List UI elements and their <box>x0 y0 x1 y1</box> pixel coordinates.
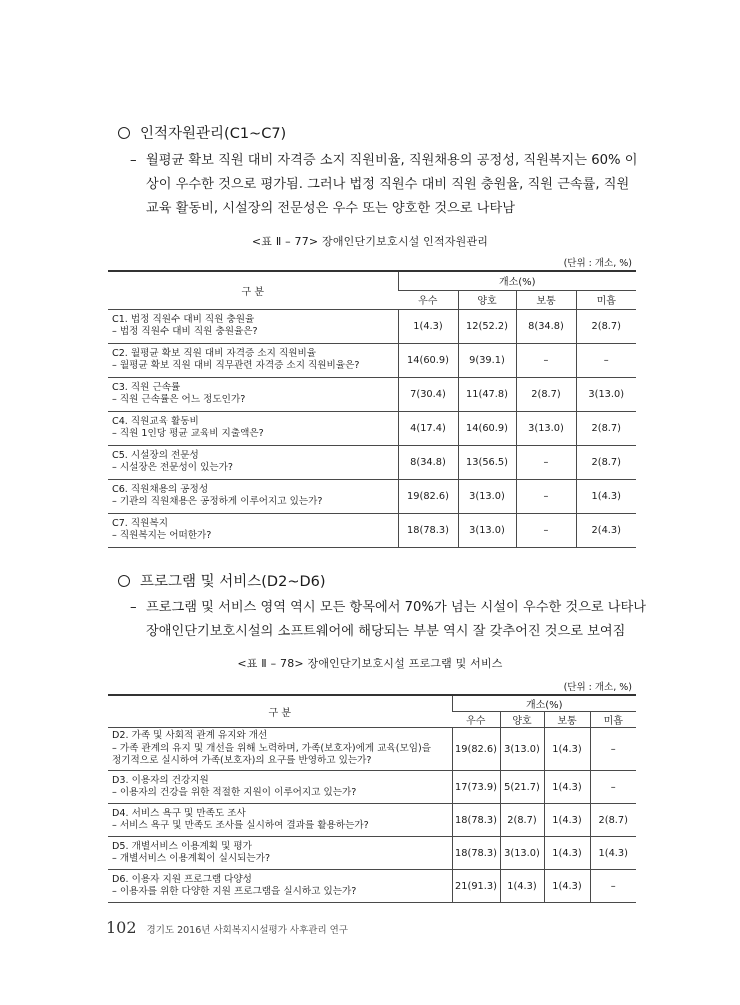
value-cell: 7(30.4) <box>398 377 458 411</box>
section-heading-human-resources <box>118 122 286 143</box>
row-item-cell <box>108 445 398 479</box>
value-cell: – <box>590 771 636 804</box>
item-title: C5. 시설장의 전문성 <box>112 449 199 461</box>
value-cell: 1(4.3) <box>398 309 458 343</box>
value-cell: – <box>516 479 576 513</box>
item-title: C4. 직원교육 활동비 <box>112 415 199 427</box>
header-item: 구 분 <box>108 695 452 728</box>
bullet-circle-icon <box>118 575 130 587</box>
table-unit: (단위 : 개소, %) <box>563 258 632 269</box>
table-row <box>108 411 636 445</box>
item-title: D3. 이용자의 건강지원 <box>112 774 209 786</box>
header-column: 우수 <box>452 712 500 728</box>
item-question: – 이용자를 위한 다양한 지원 프로그램을 실시하고 있는가? <box>112 886 357 897</box>
row-item-cell <box>108 343 398 377</box>
item-question: – 직원 1인당 평균 교육비 지출액은? <box>112 428 264 439</box>
value-cell: – <box>516 445 576 479</box>
table-row <box>108 513 636 547</box>
value-cell: 18(78.3) <box>452 804 500 837</box>
row-item-cell <box>108 804 452 837</box>
table-row <box>108 728 636 771</box>
header-column: 양호 <box>500 712 544 728</box>
value-cell: 11(47.8) <box>458 377 516 411</box>
item-question: – 가족 관계의 유지 및 개선을 위해 노력하며, 가족(보호자)에게 교육(모임)을 <box>112 742 432 754</box>
table-row <box>108 343 636 377</box>
item-question: – 개별서비스 이용계획이 실시되는가? <box>112 853 271 864</box>
paragraph-dash: – <box>130 153 137 168</box>
section-heading-text: 프로그램 및 서비스(D2~D6) <box>140 574 326 590</box>
section-paragraph <box>130 149 638 221</box>
table-row <box>108 837 636 870</box>
header-column: 우수 <box>398 290 458 309</box>
section-paragraph <box>130 596 647 644</box>
item-question: – 월평균 확보 직원 대비 직무관련 자격증 소지 직원비율은? <box>112 360 360 371</box>
value-cell: 1(4.3) <box>544 870 590 903</box>
header-column: 미흡 <box>576 290 636 309</box>
table-row <box>108 804 636 837</box>
value-cell: – <box>576 343 636 377</box>
value-cell: – <box>516 343 576 377</box>
header-item: 구 분 <box>108 271 398 309</box>
footer-title: 경기도 2016년 사회복지시설평가 사후관리 연구 <box>146 925 348 936</box>
page-number: 102 <box>106 918 137 937</box>
value-cell: 2(8.7) <box>576 411 636 445</box>
value-cell: 14(60.9) <box>458 411 516 445</box>
item-question: – 직원 근속률은 어느 정도인가? <box>112 394 246 405</box>
value-cell: 19(82.6) <box>398 479 458 513</box>
value-cell: 2(8.7) <box>516 377 576 411</box>
item-question: – 이용자의 건강을 위한 적절한 지원이 이루어지고 있는가? <box>112 787 357 798</box>
item-title: D4. 서비스 욕구 및 만족도 조사 <box>112 807 246 819</box>
paragraph-line: 프로그램 및 서비스 영역 역시 모든 항목에서 70%가 넘는 시설이 우수한 것으로 나타나 <box>146 600 647 615</box>
table-row <box>108 377 636 411</box>
page-footer <box>106 918 348 937</box>
row-item-cell <box>108 479 398 513</box>
row-item-cell <box>108 728 452 771</box>
item-title: C2. 월평균 확보 직원 대비 자격증 소지 직원비율 <box>112 347 317 359</box>
value-cell: 3(13.0) <box>458 479 516 513</box>
table-row <box>108 479 636 513</box>
value-cell: 3(13.0) <box>516 411 576 445</box>
row-item-cell <box>108 309 398 343</box>
table-caption: <표 Ⅱ – 77> 장애인단기보호시설 인적자원관리 <box>251 235 489 248</box>
value-cell: 1(4.3) <box>544 837 590 870</box>
value-cell: – <box>590 870 636 903</box>
value-cell: 3(13.0) <box>576 377 636 411</box>
row-item-cell <box>108 411 398 445</box>
value-cell: 4(17.4) <box>398 411 458 445</box>
value-cell: 18(78.3) <box>398 513 458 547</box>
value-cell: 9(39.1) <box>458 343 516 377</box>
table-unit: (단위 : 개소, %) <box>563 682 632 693</box>
header-column: 보통 <box>544 712 590 728</box>
table-row <box>108 870 636 903</box>
value-cell: 2(8.7) <box>590 804 636 837</box>
value-cell: 8(34.8) <box>398 445 458 479</box>
row-item-cell <box>108 377 398 411</box>
item-question: – 시설장은 전문성이 있는가? <box>112 462 233 473</box>
value-cell: 14(60.9) <box>398 343 458 377</box>
value-cell: 5(21.7) <box>500 771 544 804</box>
paragraph-line: 교육 활동비, 시설장의 전문성은 우수 또는 양호한 것으로 나타남 <box>146 201 515 216</box>
value-cell: – <box>516 513 576 547</box>
item-title: D5. 개별서비스 이용계획 및 평가 <box>112 840 252 852</box>
value-cell: 21(91.3) <box>452 870 500 903</box>
value-cell: 12(52.2) <box>458 309 516 343</box>
value-cell: 2(8.7) <box>576 309 636 343</box>
value-cell: 1(4.3) <box>544 804 590 837</box>
table-row <box>108 771 636 804</box>
header-column: 양호 <box>458 290 516 309</box>
value-cell: 1(4.3) <box>500 870 544 903</box>
paragraph-line: 상이 우수한 것으로 평가됨. 그러나 법정 직원수 대비 직원 충원율, 직원 근속률, 직원 <box>146 177 630 192</box>
item-title: D6. 이용자 지원 프로그램 다양성 <box>112 873 252 885</box>
item-question: – 직원복지는 어떠한가? <box>112 530 212 541</box>
table-row <box>108 445 636 479</box>
value-cell: 18(78.3) <box>452 837 500 870</box>
item-title: C1. 법정 직원수 대비 직원 충원율 <box>112 313 255 325</box>
paragraph-dash: – <box>130 600 137 615</box>
value-cell: 1(4.3) <box>590 837 636 870</box>
value-cell: 2(8.7) <box>576 445 636 479</box>
value-cell: 3(13.0) <box>500 837 544 870</box>
value-cell: 8(34.8) <box>516 309 576 343</box>
row-item-cell <box>108 513 398 547</box>
header-column: 미흡 <box>590 712 636 728</box>
item-question: – 법정 직원수 대비 직원 충원율은? <box>112 326 258 337</box>
item-question: 정기적으로 실시하여 가족(보호자)의 요구를 반영하고 있는가? <box>112 755 372 767</box>
value-cell: 2(8.7) <box>500 804 544 837</box>
row-item-cell <box>108 771 452 804</box>
value-cell: 17(73.9) <box>452 771 500 804</box>
value-cell: 1(4.3) <box>544 771 590 804</box>
section-heading-programs <box>118 570 326 591</box>
paragraph-line: 월평균 확보 직원 대비 자격증 소지 직원비율, 직원채용의 공정성, 직원복지는 60% 이 <box>146 153 638 168</box>
row-item-cell <box>108 870 452 903</box>
value-cell: 2(4.3) <box>576 513 636 547</box>
value-cell: 3(13.0) <box>500 728 544 771</box>
header-column: 보통 <box>516 290 576 309</box>
value-cell: 13(56.5) <box>458 445 516 479</box>
item-title: C6. 직원채용의 공정성 <box>112 483 209 495</box>
item-question: – 서비스 욕구 및 만족도 조사를 실시하여 결과를 활용하는가? <box>112 820 369 831</box>
value-cell: 1(4.3) <box>544 728 590 771</box>
value-cell: 3(13.0) <box>458 513 516 547</box>
item-title: C7. 직원복지 <box>112 517 168 529</box>
data-table-programs-services <box>108 694 636 903</box>
row-item-cell <box>108 837 452 870</box>
paragraph-line: 장애인단기보호시설의 소프트웨어에 해당되는 부분 역시 잘 갖추어진 것으로 보여짐 <box>146 624 626 639</box>
bullet-circle-icon <box>118 127 130 139</box>
table-row <box>108 309 636 343</box>
value-cell: – <box>590 728 636 771</box>
header-group: 개소(%) <box>398 271 636 290</box>
data-table-human-resources <box>108 270 636 548</box>
header-group: 개소(%) <box>452 695 636 712</box>
section-heading-text: 인적자원관리(C1~C7) <box>140 126 287 142</box>
table-caption: <표 Ⅱ – 78> 장애인단기보호시설 프로그램 및 서비스 <box>237 657 503 670</box>
item-title: C3. 직원 근속률 <box>112 381 181 393</box>
value-cell: 1(4.3) <box>576 479 636 513</box>
value-cell: 19(82.6) <box>452 728 500 771</box>
item-question: – 기관의 직원채용은 공정하게 이루어지고 있는가? <box>112 496 323 507</box>
item-title: D2. 가족 및 사회적 관계 유지와 개선 <box>112 730 268 742</box>
